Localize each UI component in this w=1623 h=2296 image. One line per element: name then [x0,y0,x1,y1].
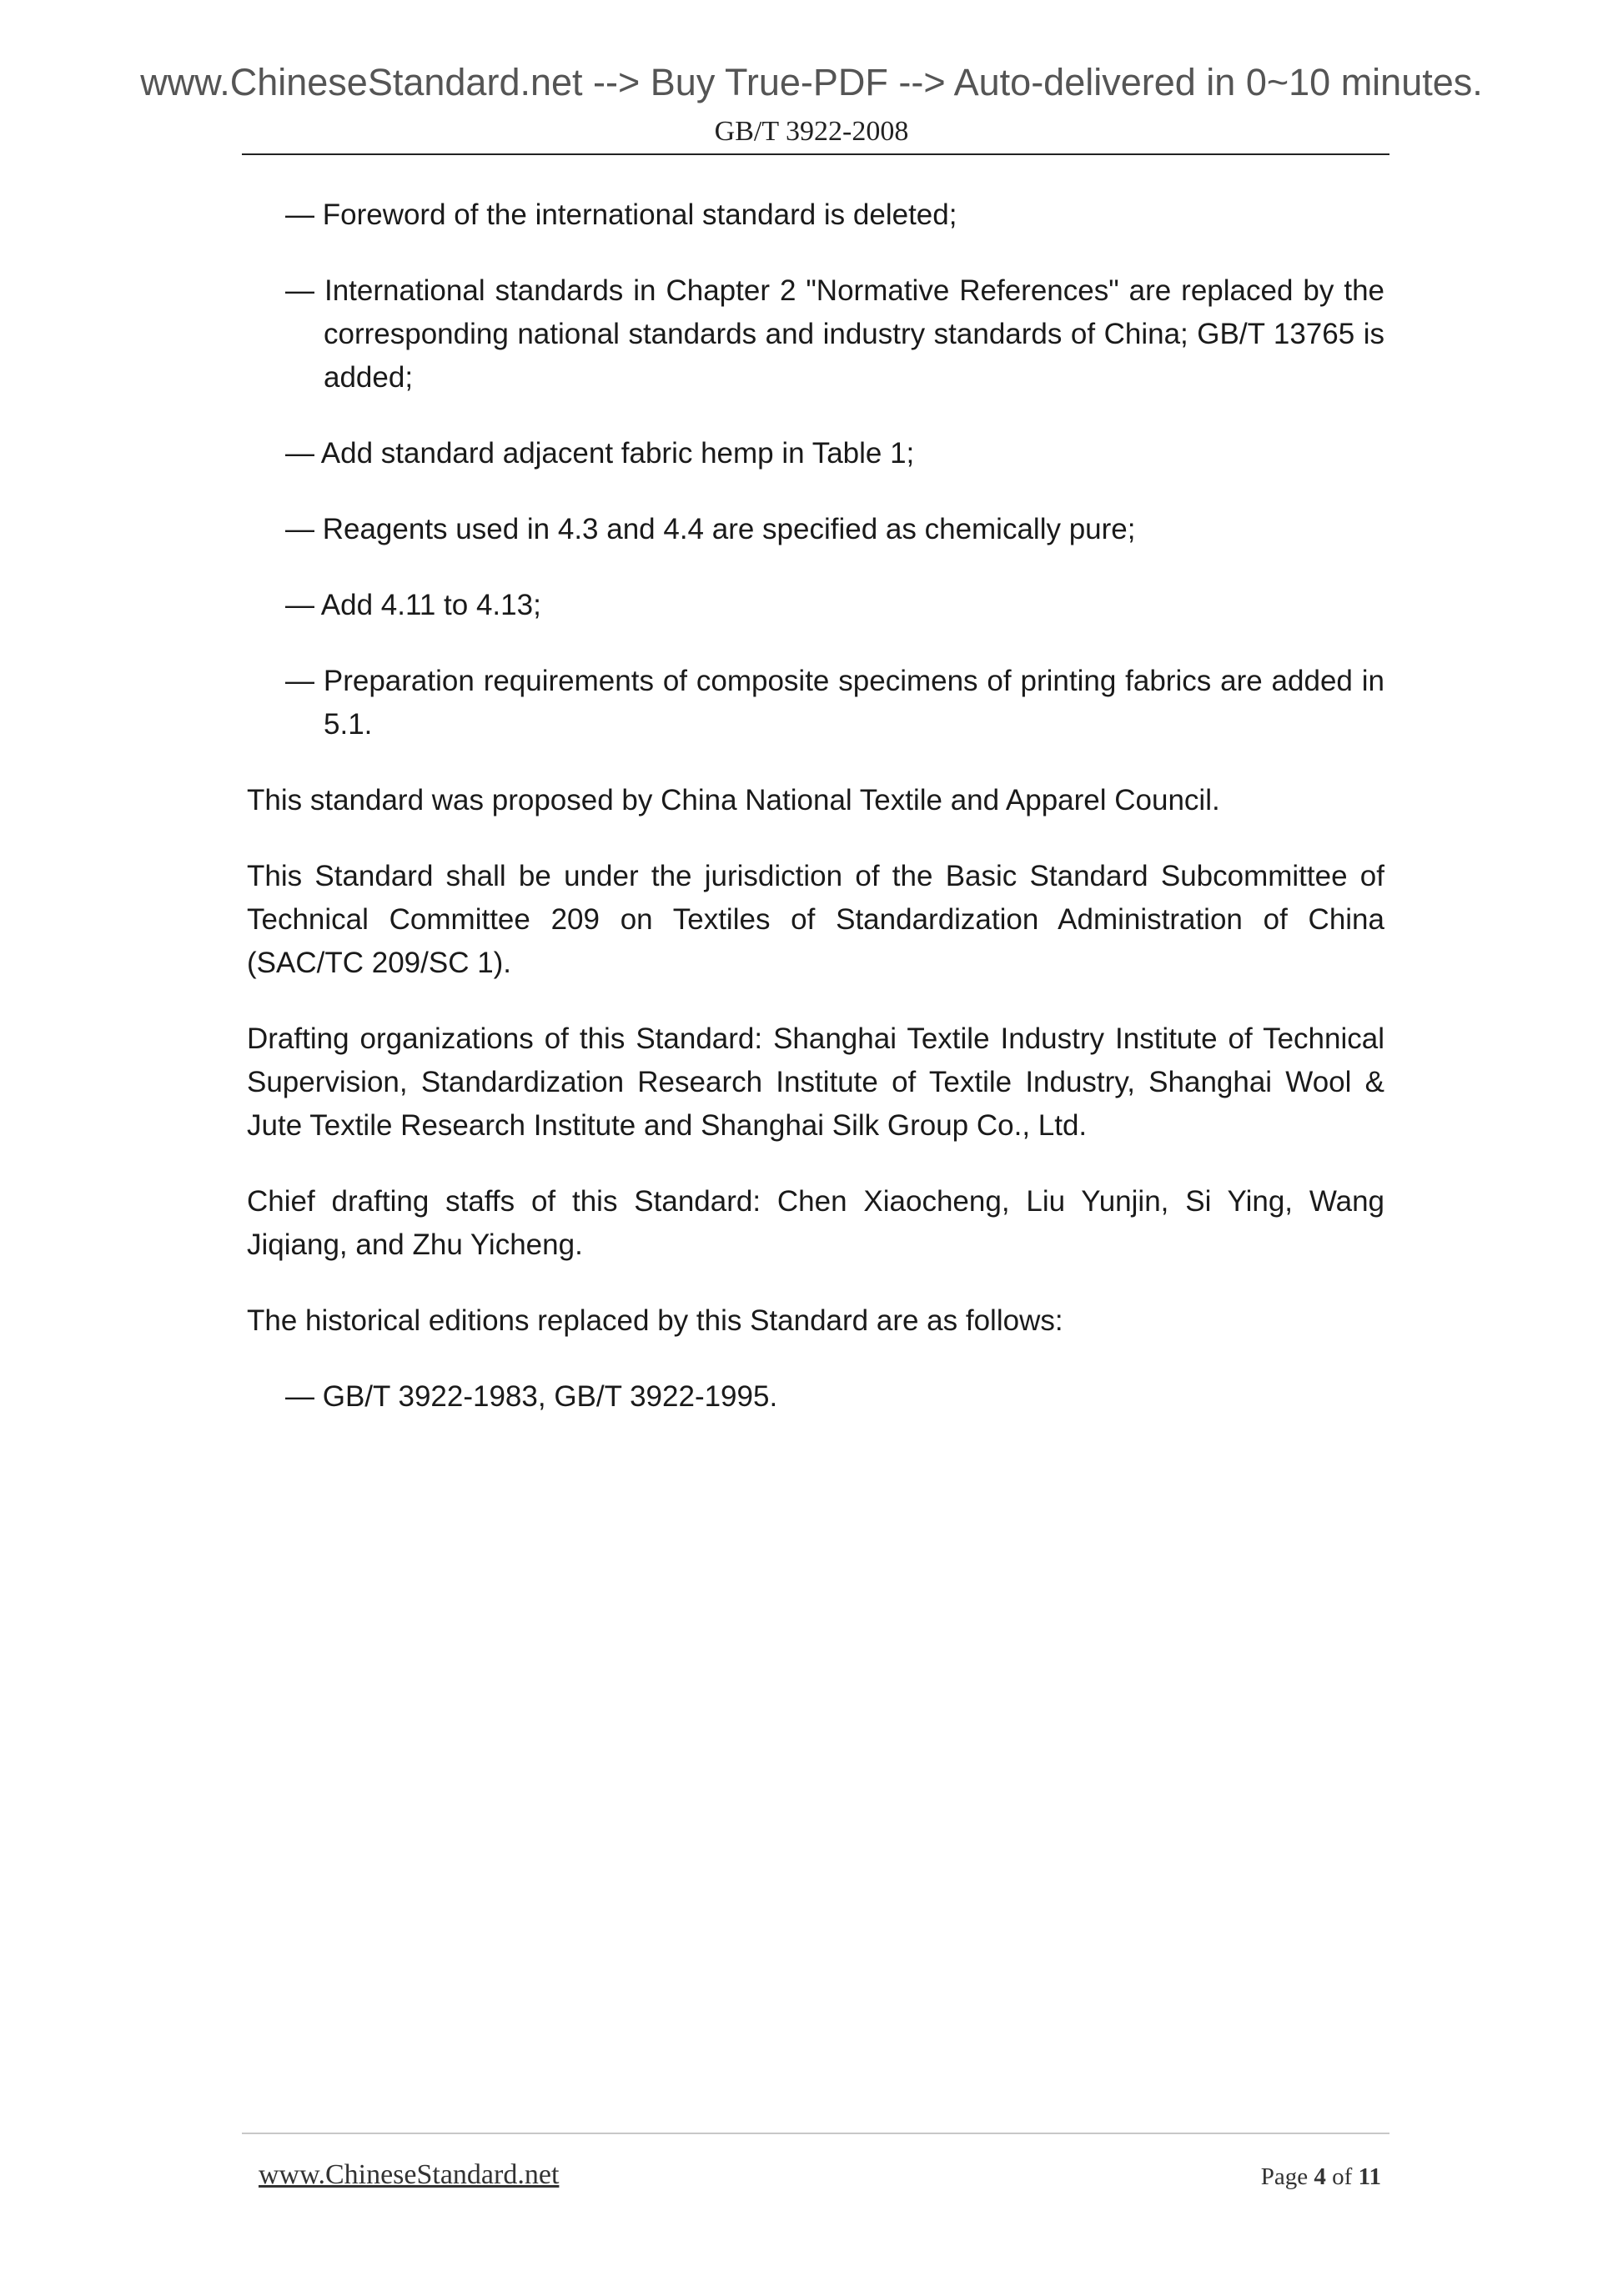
page-indicator [1261,2160,1381,2193]
page-of: of [1332,2163,1353,2190]
change-item: — Foreword of the international standard is deleted; [285,198,957,231]
history-item: — GB/T 3922-1983, GB/T 3922-1995. [285,1380,778,1413]
page-total: 11 [1358,2163,1381,2190]
page-prefix: Page [1260,2163,1309,2190]
drafting-staff-paragraph: Chief drafting staffs of this Standard: Chen Xiaocheng, Liu Yunjin, Si Ying, Wang Jiqiang, and Zhu Yicheng. [247,1185,1384,1261]
change-item: — International standards in Chapter 2 "Normative References" are replaced by the corresponding national standards and industry standards of China; GB/T 13765 is added; [285,274,1384,394]
drafting-organizations-paragraph: Drafting organizations of this Standard: Shanghai Textile Industry Institute of Technical Supervision, Standardization Research Institute of Textile Industry, Shanghai Wool & Jute Textile Research Institute and Shanghai Silk Group Co., Ltd. [247,1022,1384,1142]
header-divider [242,153,1389,155]
page-number: 4 [1314,2163,1326,2190]
footer-site-link[interactable]: www.ChineseStandard.net [259,2159,560,2190]
change-item: — Add 4.11 to 4.13; [285,589,541,621]
standard-code-header: GB/T 3922-2008 [714,116,909,147]
change-item: — Preparation requirements of composite specimens of printing fabrics are added in 5.1. [285,665,1384,741]
proposal-paragraph: This standard was proposed by China National Textile and Apparel Council. [247,784,1220,816]
change-item: — Add standard adjacent fabric hemp in Table 1; [285,437,915,470]
site-banner: www.ChineseStandard.net --> Buy True-PDF --> Auto-delivered in 0~10 minutes. [140,61,1483,103]
document-body [247,193,1384,1451]
jurisdiction-paragraph: This Standard shall be under the jurisdiction of the Basic Standard Subcommittee of Technical Committee 209 on Textiles of Standardization Administration of China (SAC/TC 209/SC 1). [247,860,1384,979]
footer-divider [242,2133,1389,2134]
change-item: — Reagents used in 4.3 and 4.4 are specified as chemically pure; [285,513,1136,545]
history-intro-paragraph: The historical editions replaced by this Standard are as follows: [247,1304,1063,1337]
